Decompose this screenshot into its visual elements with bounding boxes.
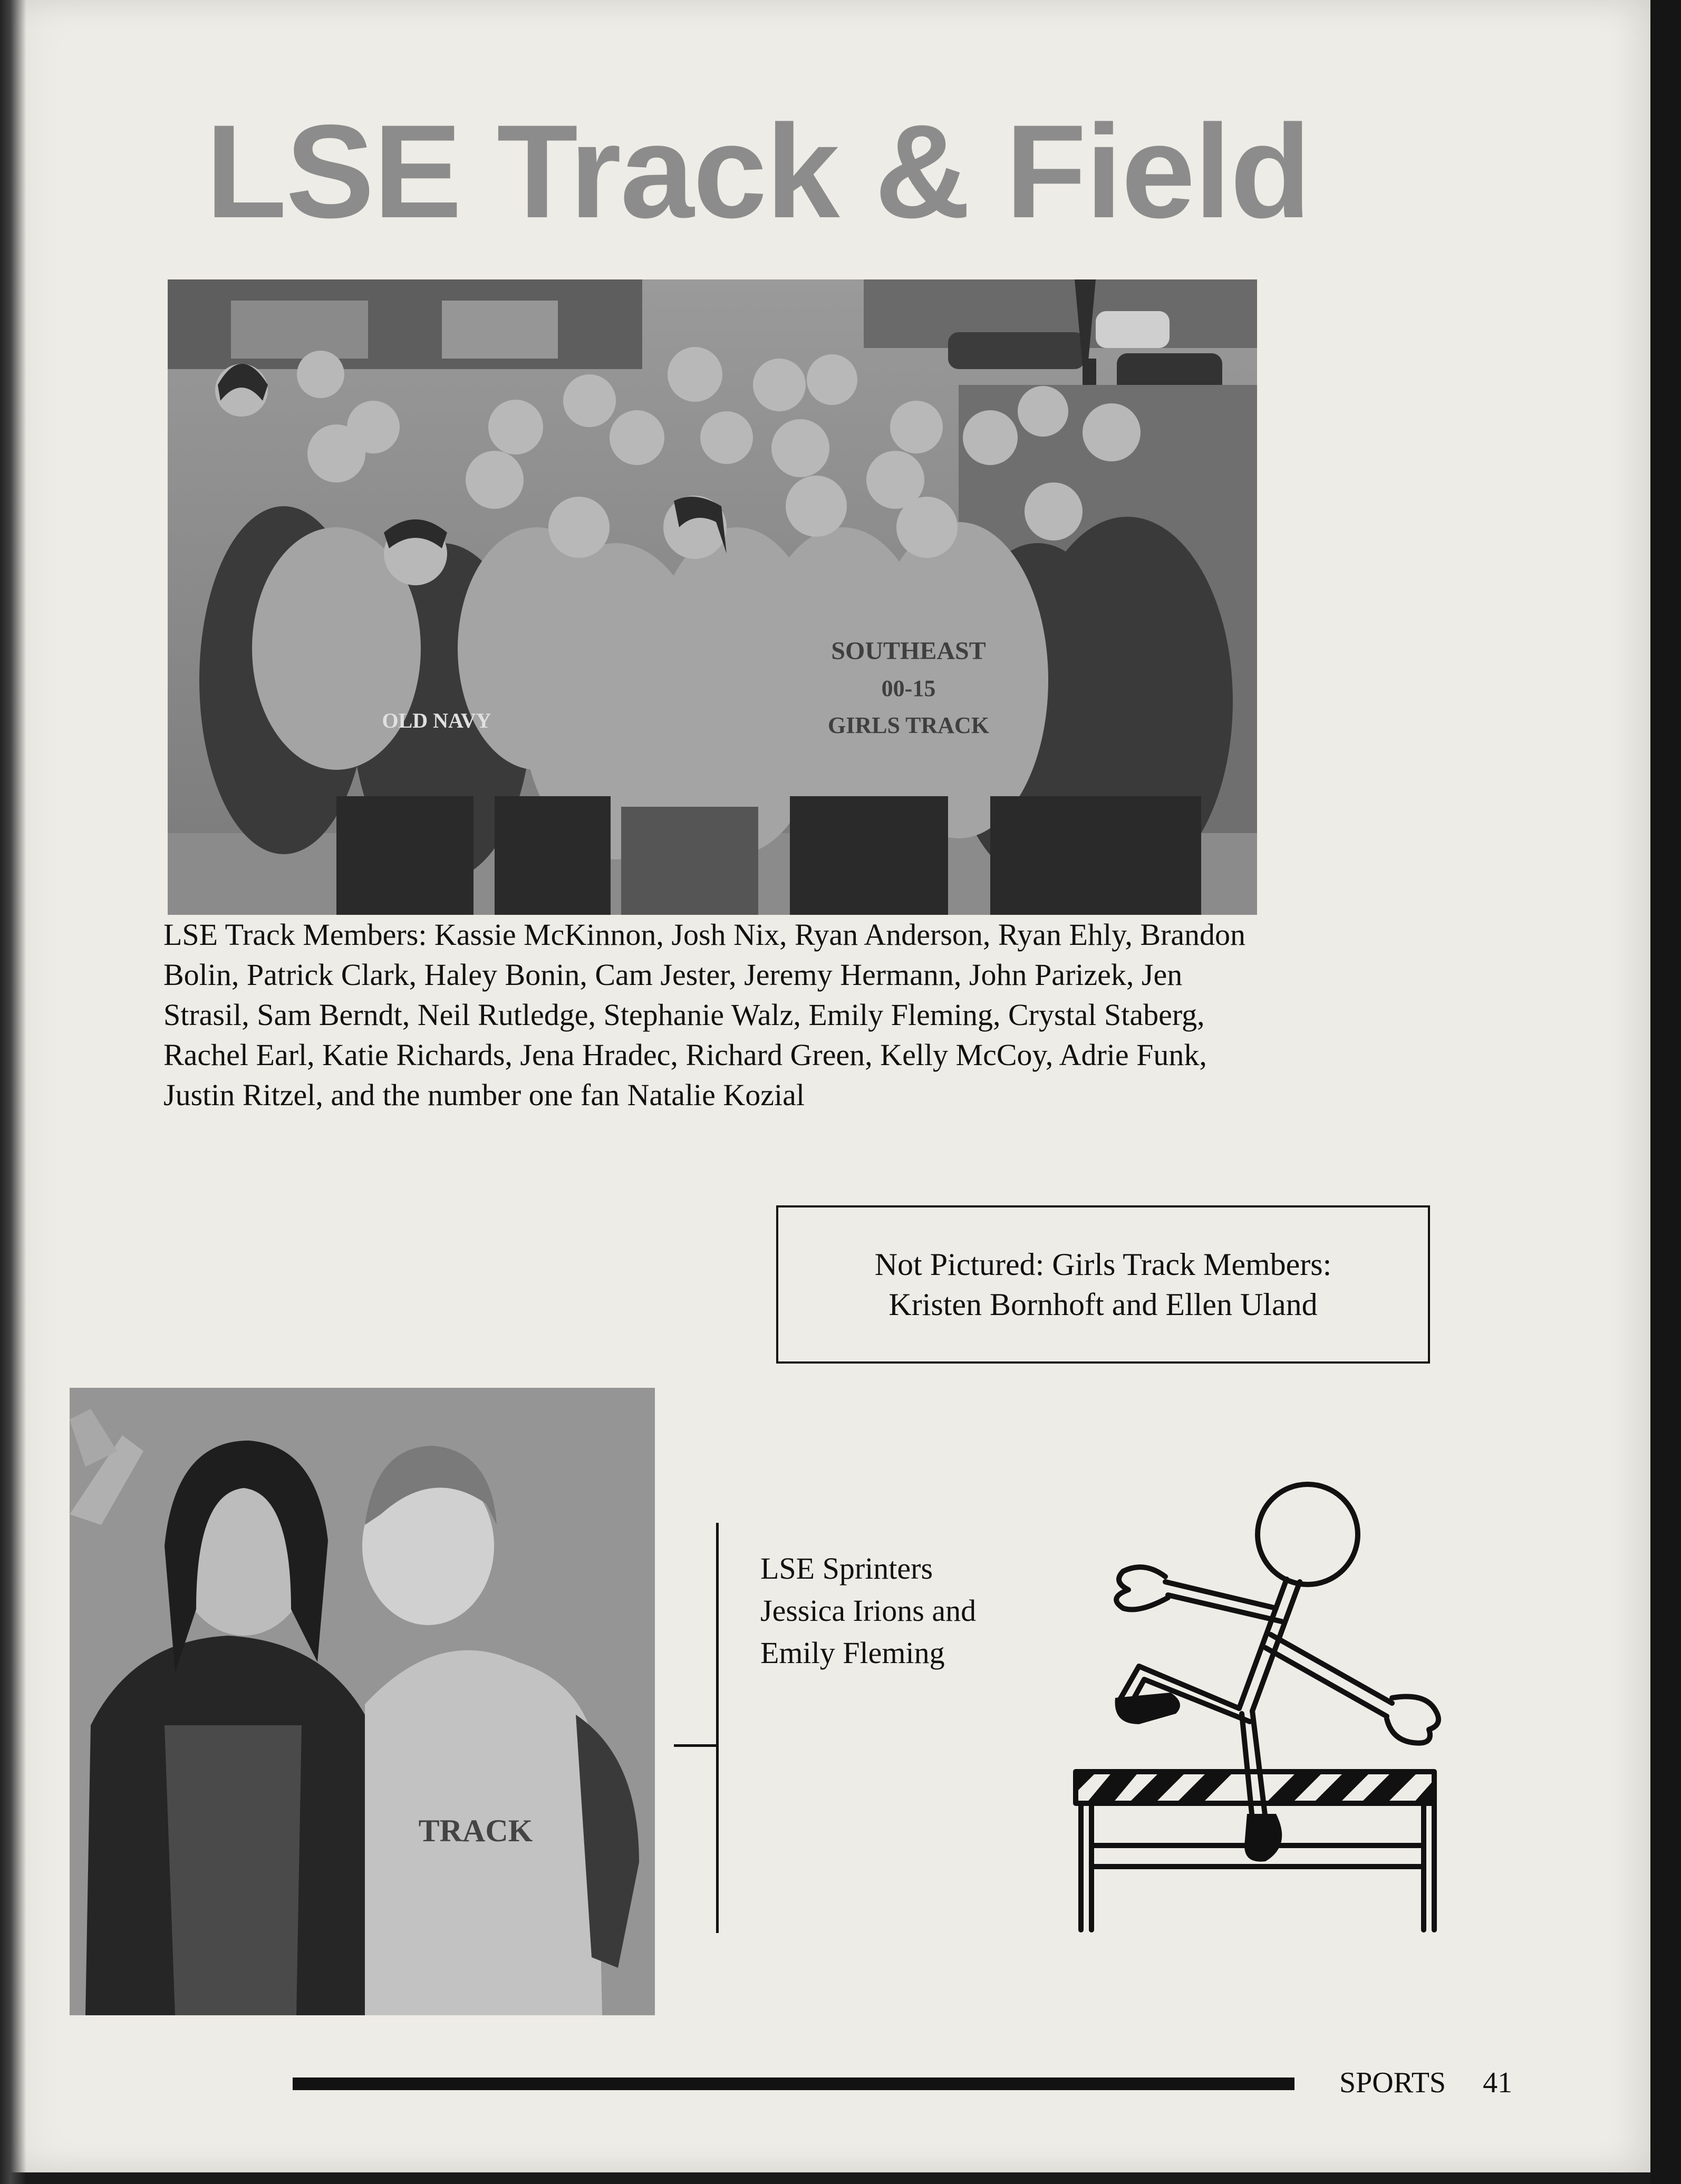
sprinter-shirt-lettering: TRACK <box>418 1813 533 1848</box>
group-photo-caption: LSE Track Members: Kassie McKinnon, Josh Nix, Ryan Anderson, Ryan Ehly, Brandon Bolin, Patrick Clark, Haley Bonin, Cam Jester, Jeremy Hermann, John Parizek, Jen Strasil, Sam Berndt, Neil Rutledge, Stephanie Walz, Emily Fleming, Crystal Staberg, Rachel Earl, Katie Richards, Jena Hradec, Richard Green, Kelly McCoy, Adrie Funk, Justin Ritzel, and the number one fan Natalie Kozial <box>163 917 1246 1112</box>
not-pictured-line-2: Kristen Bornhoft and Ellen Uland <box>888 1287 1318 1322</box>
page-edge <box>1650 0 1681 2184</box>
spine-shadow <box>0 0 26 2184</box>
sprinters-caption: LSE Sprinters Jessica Irions and Emily Fleming <box>760 1551 977 1670</box>
shirt-lettering-d: OLD NAVY <box>382 709 491 732</box>
caption-divider-horizontal <box>674 1744 717 1747</box>
sprinters-photo <box>70 1388 655 2015</box>
not-pictured-box <box>776 1205 1430 1364</box>
shirt-lettering-a: SOUTHEAST <box>831 637 986 665</box>
shirt-lettering-c: GIRLS TRACK <box>827 712 990 738</box>
footer-section: SPORTS <box>1339 2066 1446 2099</box>
not-pictured-line-1: Not Pictured: Girls Track Members: <box>874 1247 1332 1282</box>
page-number: 41 <box>1483 2066 1513 2099</box>
page-title: LSE Track & Field <box>206 98 1310 246</box>
footer-rule <box>293 2077 1294 2090</box>
hurdler-stick-figure-icon <box>1065 1476 1455 1940</box>
page-footer <box>1339 2066 1512 2100</box>
caption-divider-vertical <box>716 1523 719 1933</box>
team-group-photo <box>168 279 1257 915</box>
shirt-lettering-b: 00-15 <box>881 675 936 701</box>
